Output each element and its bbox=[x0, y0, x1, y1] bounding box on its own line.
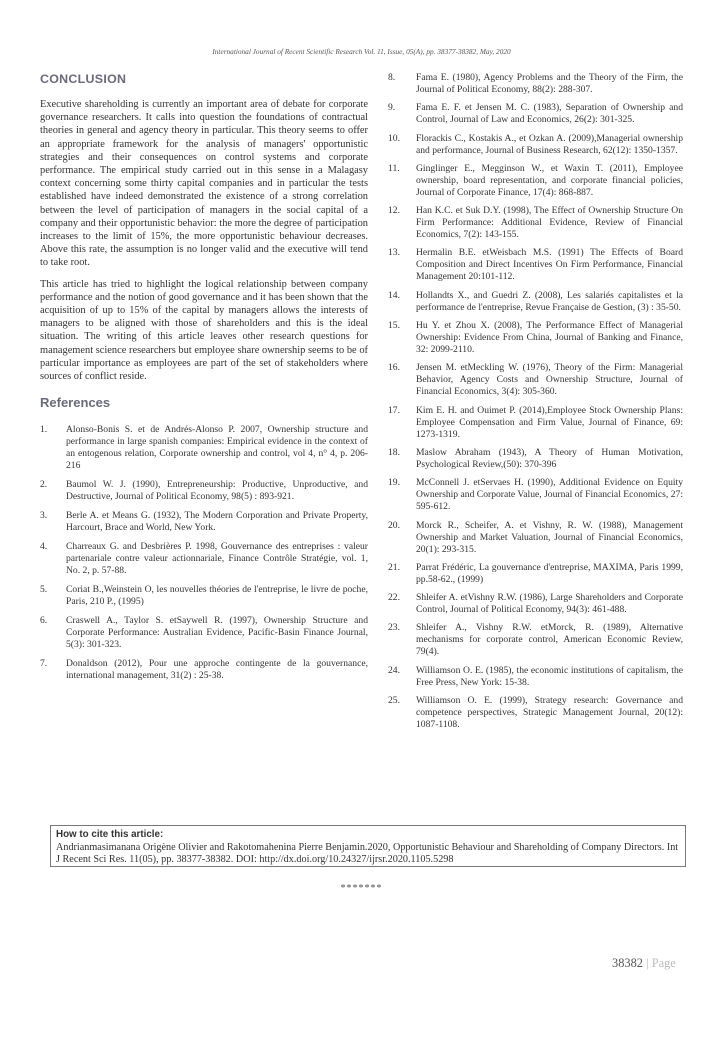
reference-number: 6. bbox=[40, 615, 48, 627]
reference-text: Shleifer A., Vishny R.W. etMorck, R. (1989), Alternative mechanisms for corporate control, American Economic Review, 79(4). bbox=[416, 622, 683, 658]
citation-box bbox=[50, 825, 686, 867]
reference-number: 18. bbox=[388, 446, 400, 458]
reference-item bbox=[40, 479, 368, 503]
reference-number: 11. bbox=[388, 162, 400, 174]
reference-number: 5. bbox=[40, 584, 48, 596]
reference-text: Han K.C. et Suk D.Y. (1998), The Effect of Ownership Structure On Firm Performance: Additional Evidence, Review of Financial Economics, 7(2): 143-155. bbox=[416, 205, 683, 241]
reference-text: Jensen M. etMeckling W. (1976), Theory of the Firm: Managerial Behavior, Agency Costs and Ownership Structure, Journal of Financial Economics, 3(4): 305-360. bbox=[416, 362, 683, 398]
reference-number: 17. bbox=[388, 404, 400, 416]
reference-item bbox=[388, 362, 683, 398]
reference-text: Charreaux G. and Desbrières P. 1998, Gouvernance des entreprises : valeur partenariale contre valeur actionnariale, Finance Contrôle Stratégie, vol. 1, No. 2, p. 57-88. bbox=[66, 541, 368, 577]
reference-number: 3. bbox=[40, 510, 48, 522]
reference-item bbox=[40, 510, 368, 534]
reference-item bbox=[388, 163, 683, 199]
reference-number: 10. bbox=[388, 132, 400, 144]
reference-item bbox=[388, 320, 683, 356]
reference-item bbox=[388, 205, 683, 241]
reference-item bbox=[388, 72, 683, 96]
reference-number: 20. bbox=[388, 519, 400, 531]
reference-item bbox=[388, 447, 683, 471]
citation-heading: How to cite this article: bbox=[56, 829, 164, 840]
reference-number: 2. bbox=[40, 479, 48, 491]
reference-number: 8. bbox=[388, 72, 396, 83]
reference-number: 12. bbox=[388, 205, 400, 217]
reference-text: Shleifer A. etVishny R.W. (1986), Large Shareholders and Corporate Control, Journal of Political Economy, 94(3): 461-488. bbox=[416, 592, 683, 616]
reference-item bbox=[388, 247, 683, 283]
page-number-value: 38382 bbox=[612, 956, 643, 970]
reference-item bbox=[388, 290, 683, 314]
reference-number: 16. bbox=[388, 362, 400, 374]
reference-item bbox=[388, 477, 683, 513]
conclusion-paragraph-1: Executive shareholding is currently an important area of debate for corporate governance researchers. It calls into question the foundations of contractual theories in general and agency theory in particular. This theory seems to offer an appropriate framework for the analysis of managers' opportunistic strategies and their consequences on control systems and corporate performance. The empirical study carried out in this sense in a Malagasy context concerning some thirty capital companies and in particular the tests established have indeed demonstrated the existence of a strong correlation between the level of participation of managers in the social capital of a company and their opportunistic behavior: the more the degree of participation increases to the limit of 15%, the more opportunistic behaviour decreases. Above this rate, the assumption is no longer valid and the executive will tend to take root. bbox=[40, 99, 368, 269]
reference-item bbox=[388, 405, 683, 441]
reference-text: Alonso-Bonis S. et de Andrés-Alonso P. 2007, Ownership structure and performance in large spanish companies: Empirical evidence in the context of an entogenous relation, Corporate ownership and control, vol 4, n° 4, p. 206-216 bbox=[66, 424, 368, 472]
reference-number: 25. bbox=[388, 695, 400, 707]
reference-text: Morck R., Scheifer, A. et Vishny, R. W. (1988), Management Ownership and Market Valuation, Journal of Financial Economics, 20(1): 293-315. bbox=[416, 519, 683, 555]
conclusion-heading: CONCLUSION bbox=[40, 72, 127, 86]
reference-number: 4. bbox=[40, 541, 48, 553]
reference-item bbox=[388, 695, 683, 731]
reference-text: Hollandts X., and Guedri Z. (2008), Les salariés capitalistes et la performance de l'entreprise, Revue Française de Gestion, (3) : 35-50. bbox=[416, 289, 683, 313]
reference-item bbox=[40, 584, 368, 608]
right-column bbox=[388, 72, 683, 737]
left-column bbox=[40, 72, 368, 689]
conclusion-paragraph-2: This article has tried to highlight the logical relationship between company performance and the notion of good governance and it has been shown that the acquisition of up to 15% of the capital by managers allows the interests of managers to be aligned with those of shareholders and this is the ideal situation. The writing of this article leaves other research questions for management science researchers but employee share ownership seems to be of particular importance as employees are part of the set of stakeholders where sources of conflict reside. bbox=[40, 278, 368, 383]
reference-number: 7. bbox=[40, 658, 48, 670]
reference-text: Williamson O. E. (1999), Strategy research: Governance and competence perspectives, Strategic Management Journal, 20(12): 1087-1108. bbox=[416, 695, 683, 731]
reference-item bbox=[388, 592, 683, 616]
reference-text: Baumol W. J. (1990), Entrepreneurship: Productive, Unproductive, and Destructive, Journal of Political Economy, 98(5) : 893-921. bbox=[66, 479, 368, 503]
reference-text: Fama E. (1980), Agency Problems and the Theory of the Firm, the Journal of Political Economy, 88(2): 288-307. bbox=[416, 72, 683, 95]
reference-text: Williamson O. E. (1985), the economic institutions of capitalism, the Free Press, New York: 15-38. bbox=[416, 664, 683, 688]
reference-text: Hu Y. et Zhou X. (2008), The Performance Effect of Managerial Ownership: Evidence From China, Journal of Banking and Finance, 32: 2099-2110. bbox=[416, 320, 683, 356]
reference-item bbox=[388, 102, 683, 126]
reference-item bbox=[40, 541, 368, 577]
reference-item bbox=[388, 562, 683, 586]
references-heading: References bbox=[40, 395, 111, 411]
reference-list-right bbox=[388, 72, 683, 731]
reference-number: 15. bbox=[388, 320, 400, 332]
running-header: International Journal of Recent Scientific Research Vol. 11, Issue, 05(A), pp. 38377-38382, May, 2020 bbox=[212, 47, 511, 56]
reference-item bbox=[388, 622, 683, 658]
reference-text: Ginglinger E., Megginson W., et Waxin T. (2011), Employee ownership, board representation, and corporate financial policies, Journal of Corporate Finance, 17(4): 868-887. bbox=[416, 162, 683, 198]
reference-item bbox=[40, 615, 368, 651]
reference-number: 24. bbox=[388, 664, 400, 676]
reference-number: 9. bbox=[388, 102, 396, 114]
reference-text: McConnell J. etServaes H. (1990), Additional Evidence on Equity Ownership and Corporate Value, Journal of Financial Economics, 27: 595-612. bbox=[416, 477, 683, 513]
reference-text: Craswell A., Taylor S. etSaywell R. (1997), Ownership Structure and Corporate Performance: Australian Evidence, Pacific-Basin Finance Journal, 5(3): 301-323. bbox=[66, 615, 368, 651]
reference-item bbox=[40, 424, 368, 472]
reference-number: 14. bbox=[388, 289, 400, 301]
reference-item bbox=[388, 520, 683, 556]
page-number-label: Page bbox=[651, 956, 676, 970]
separator-stars: ******* bbox=[340, 883, 383, 894]
reference-number: 21. bbox=[388, 561, 400, 573]
reference-item bbox=[388, 665, 683, 689]
page-number: 38382 | Page bbox=[612, 956, 676, 970]
reference-text: Fama E. F. et Jensen M. C. (1983), Separation of Ownership and Control, Journal of Law and Economics, 26(2): 301-325. bbox=[416, 102, 683, 126]
reference-text: Parrat Frédéric, La gouvernance d'entreprise, MAXIMA, Paris 1999, pp.58-62., (1999) bbox=[416, 561, 683, 585]
reference-text: Donaldson (2012), Pour une approche contingente de la gouvernance, international management, 31(2) : 25-38. bbox=[66, 658, 368, 682]
reference-number: 19. bbox=[388, 477, 400, 489]
reference-text: Hermalin B.E. etWeisbach M.S. (1991) The Effects of Board Composition and Direct Incentives On Firm Performance, Financial Management 20:101-112. bbox=[416, 247, 683, 283]
reference-text: Coriat B.,Weinstein O, les nouvelles théories de l'entreprise, le livre de poche, Paris, 210 P., (1995) bbox=[66, 584, 368, 608]
reference-item bbox=[40, 658, 368, 682]
citation-text: Andrianmasimanana Origène Olivier and Rakotomahenina Pierre Benjamin.2020, Opportunistic Behaviour and Shareholding of Company Directors. Int J Recent Sci Res. 11(05), pp. 38377-38382. DOI: http://dx.doi.org/10.24327/ijrsr.2020.1105.5298 bbox=[56, 841, 679, 866]
reference-text: Berle A. et Means G. (1932), The Modern Corporation and Private Property, Harcourt, Brace and World, New York. bbox=[66, 510, 368, 534]
reference-list-left bbox=[40, 424, 368, 682]
reference-number: 13. bbox=[388, 247, 400, 259]
reference-number: 22. bbox=[388, 592, 400, 604]
reference-number: 23. bbox=[388, 622, 400, 634]
reference-text: Maslow Abraham (1943), A Theory of Human Motivation, Psychological Review,(50): 370-396 bbox=[416, 446, 683, 470]
reference-text: Florackis C., Kostakis A., et Ozkan A. (2009),Managerial ownership and performance, Journal of Business Research, 62(12): 1350-1357. bbox=[416, 132, 683, 156]
reference-text: Kim E. H. and Ouimet P. (2014),Employee Stock Ownership Plans: Employee Compensation and Firm Value, Journal of Finance, 69: 1273-1319. bbox=[416, 404, 683, 440]
reference-item bbox=[388, 133, 683, 157]
reference-number: 1. bbox=[40, 424, 48, 436]
